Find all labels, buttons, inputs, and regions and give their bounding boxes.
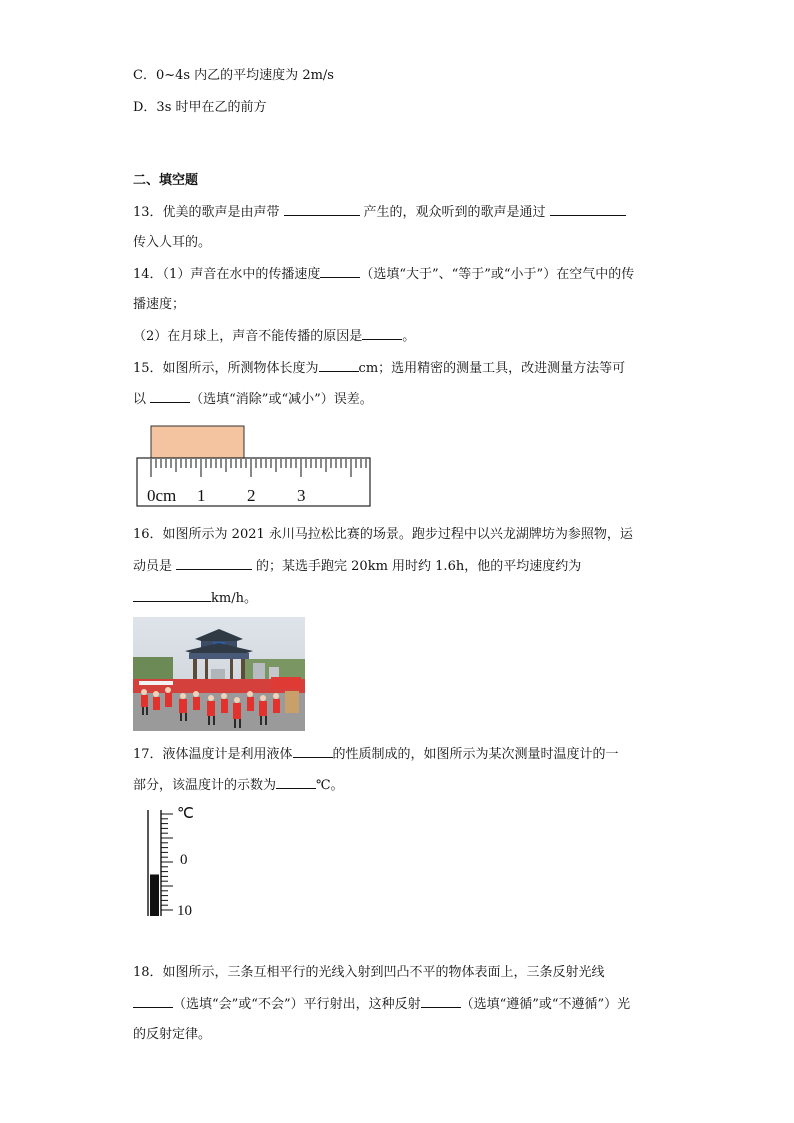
q18-text3: （选填“遵循”或“不遵循”）光 (460, 997, 631, 1012)
q16-text4: km/h。 (211, 591, 257, 606)
q14-text3: 播速度； (133, 297, 186, 312)
ruler-label-1: 1 (197, 486, 206, 505)
q15-text4: （选填“消除”或“减小”）误差。 (190, 392, 373, 407)
option-c: C．0~4s 内乙的平均速度为 2m/s (133, 68, 334, 83)
q18-line2 (133, 995, 630, 1014)
ruler-label-2: 2 (247, 486, 256, 505)
ruler-label-3: 3 (297, 486, 306, 505)
q14-blank2[interactable] (362, 327, 402, 340)
q14-line3 (133, 327, 415, 346)
q16-text2: 动员是 (133, 559, 173, 574)
q13-text1: 13．优美的歌声是由声带 (133, 205, 280, 220)
q16-line2 (133, 557, 581, 576)
q13-text2: 产生的，观众听到的歌声是通过 (363, 205, 546, 220)
q18-text1: 18．如图所示，三条互相平行的光线入射到凹凸不平的物体表面上，三条反射光线 (133, 965, 605, 980)
thermometer-unit: ℃ (177, 806, 194, 822)
q15-blank2[interactable] (150, 390, 190, 403)
thermometer-liquid-column (150, 874, 159, 916)
q17-line2 (133, 776, 344, 795)
q18-text2: （选填“会”或“不会”）平行射出，这种反射 (173, 997, 421, 1012)
thermometer-ticks (161, 814, 173, 910)
q14-line1 (133, 265, 634, 284)
q14-text5: 。 (402, 329, 416, 344)
q14-text2: （选填“大于”、“等于”或“小于”）在空气中的传 (360, 267, 635, 282)
thermometer-label-10: 10 (177, 903, 192, 919)
marathon-photo (133, 617, 305, 731)
q17-text3: 部分，该温度计的示数为 (133, 778, 277, 793)
q17-line1 (133, 745, 619, 764)
q17-text4: ℃。 (316, 778, 344, 793)
q18-text4: 的反射定律。 (133, 1027, 212, 1042)
q16-blank1[interactable] (176, 557, 252, 570)
q15-blank1[interactable] (319, 359, 359, 372)
q15-line2 (133, 390, 373, 409)
q13-blank2[interactable] (550, 203, 626, 216)
q15-text1: 15．如图所示，所测物体长度为 (133, 361, 319, 376)
q16-text1: 16．如图所示为 2021 永川马拉松比赛的场景。跑步过程中以兴龙湖牌坊为参照物，运 (133, 527, 633, 542)
q14-text4: （2）在月球上，声音不能传播的原因是 (133, 329, 363, 344)
q17-text1: 17．液体温度计是利用液体 (133, 747, 293, 762)
q14-blank1[interactable] (320, 265, 360, 278)
thermometer-label-0: 0 (180, 852, 188, 868)
ruler-figure (134, 424, 374, 510)
q17-blank1[interactable] (293, 745, 333, 758)
thermometer-figure (134, 800, 214, 922)
q13-line1 (133, 203, 630, 222)
measured-block (151, 426, 244, 458)
q18-blank1[interactable] (133, 995, 173, 1008)
q15-text2: cm；选用精密的测量工具，改进测量方法等可 (358, 361, 626, 376)
section-title: 二、填空题 (133, 173, 199, 188)
q15-text3: 以 (133, 392, 147, 407)
q17-blank2[interactable] (276, 776, 316, 789)
q17-text2: 的性质制成的，如图所示为某次测量时温度计的一 (332, 747, 619, 762)
ruler-unit-label: 0cm (147, 486, 177, 505)
q13-text3: 传入人耳的。 (133, 235, 212, 250)
q16-line3 (133, 589, 257, 608)
q16-text3: 的；某选手跑完 20km 用时约 1.6h，他的平均速度约为 (256, 559, 582, 574)
q14-text1: 14．（1）声音在水中的传播速度 (133, 267, 321, 282)
option-d: D．3s 时甲在乙的前方 (133, 100, 267, 115)
q16-blank2[interactable] (133, 589, 211, 602)
q18-blank2[interactable] (421, 995, 461, 1008)
q15-line1 (133, 359, 625, 378)
q13-blank1[interactable] (284, 203, 360, 216)
